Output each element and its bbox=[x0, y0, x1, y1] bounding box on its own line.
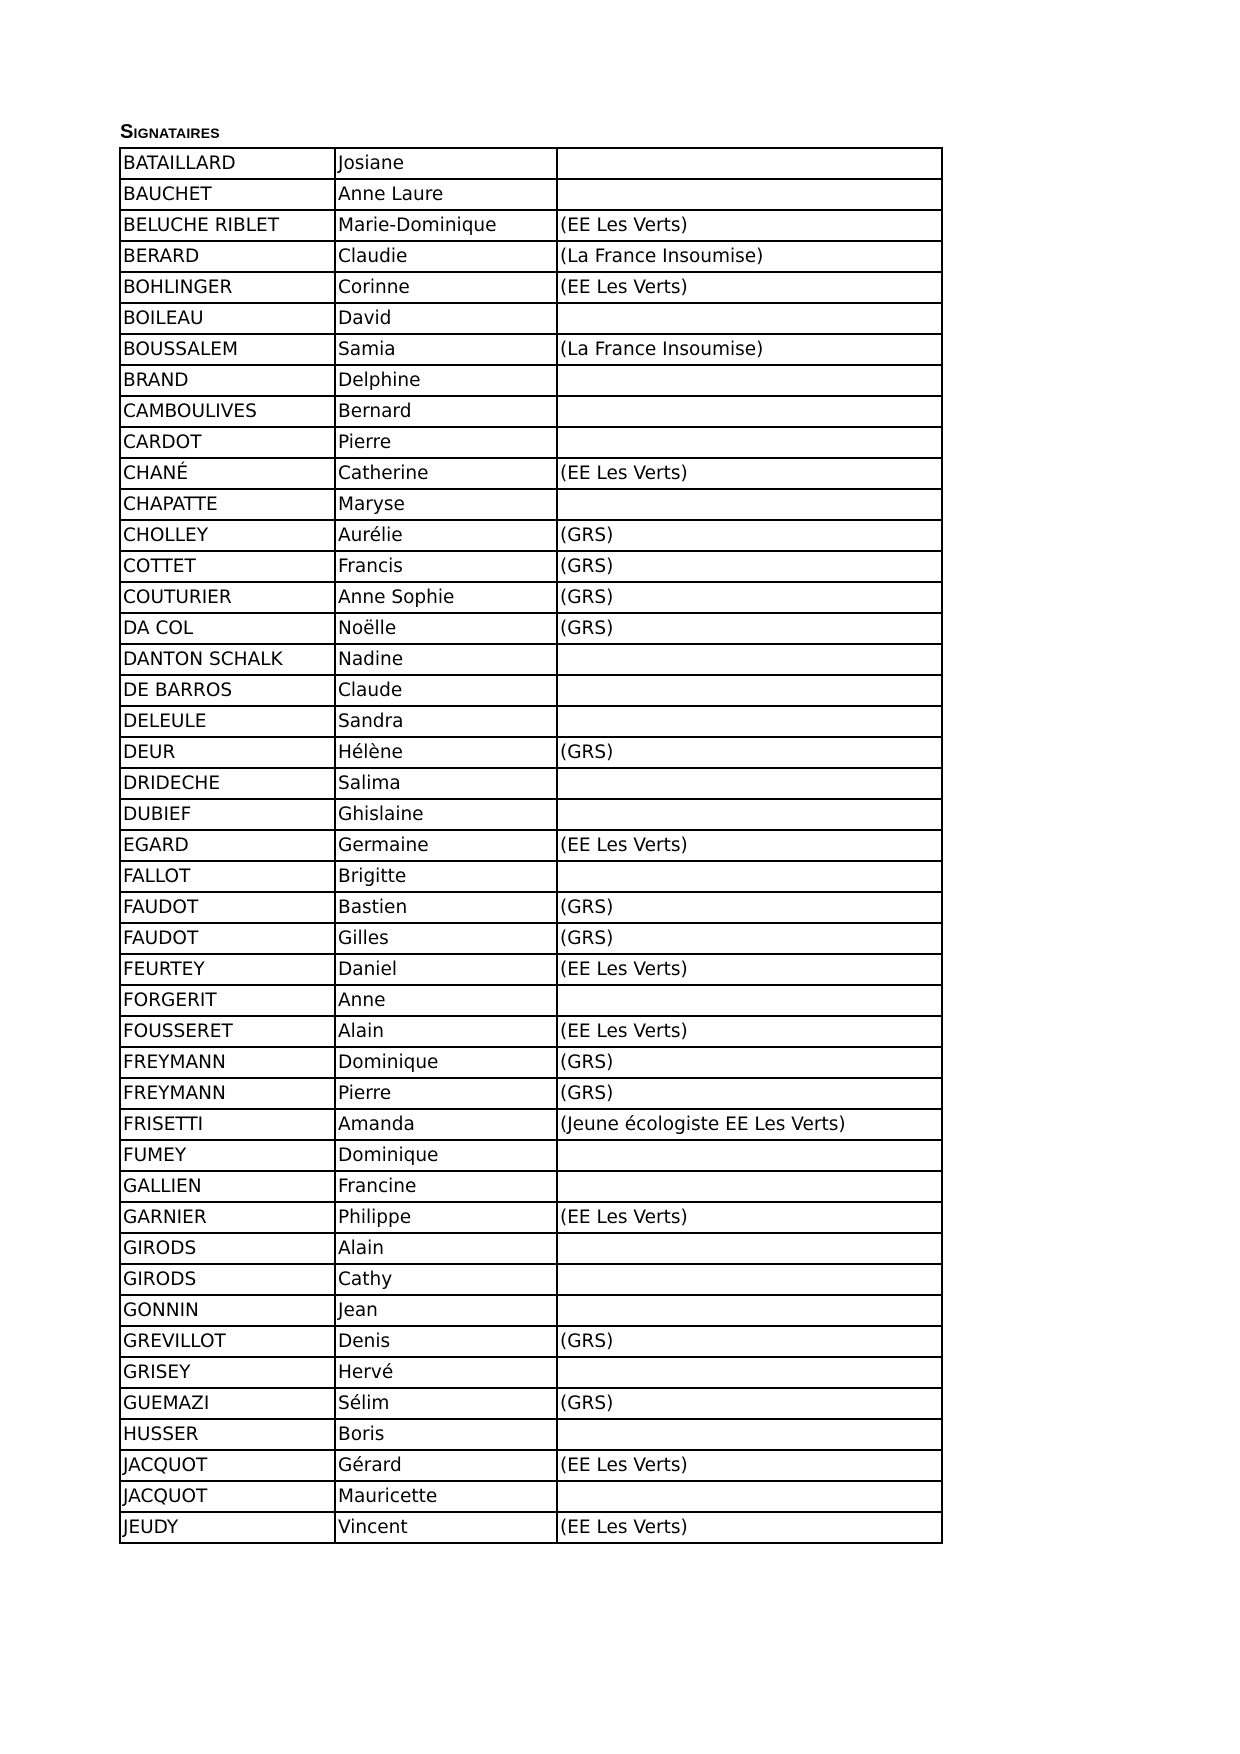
table-row bbox=[120, 1512, 942, 1543]
affiliation-cell bbox=[557, 489, 942, 520]
last-name-cell: BOHLINGER bbox=[120, 272, 335, 303]
last-name-cell: JEUDY bbox=[120, 1512, 335, 1543]
affiliation-cell bbox=[557, 1264, 942, 1295]
last-name-cell: FAUDOT bbox=[120, 923, 335, 954]
affiliation-cell: (GRS) bbox=[557, 737, 942, 768]
affiliation-cell: (GRS) bbox=[557, 1388, 942, 1419]
table-row bbox=[120, 799, 942, 830]
table-row bbox=[120, 365, 942, 396]
first-name-cell: David bbox=[335, 303, 557, 334]
table-row bbox=[120, 1140, 942, 1171]
last-name-cell: FRISETTI bbox=[120, 1109, 335, 1140]
table-row bbox=[120, 179, 942, 210]
affiliation-cell: (EE Les Verts) bbox=[557, 1512, 942, 1543]
table-row bbox=[120, 675, 942, 706]
first-name-cell: Brigitte bbox=[335, 861, 557, 892]
last-name-cell: JACQUOT bbox=[120, 1450, 335, 1481]
table-row bbox=[120, 551, 942, 582]
first-name-cell: Boris bbox=[335, 1419, 557, 1450]
table-row bbox=[120, 892, 942, 923]
affiliation-cell: (EE Les Verts) bbox=[557, 954, 942, 985]
last-name-cell: DEUR bbox=[120, 737, 335, 768]
affiliation-cell bbox=[557, 1171, 942, 1202]
affiliation-cell: (GRS) bbox=[557, 1326, 942, 1357]
first-name-cell: Samia bbox=[335, 334, 557, 365]
last-name-cell: JACQUOT bbox=[120, 1481, 335, 1512]
table-row bbox=[120, 148, 942, 179]
first-name-cell: Marie-Dominique bbox=[335, 210, 557, 241]
table-row bbox=[120, 1078, 942, 1109]
affiliation-cell bbox=[557, 1233, 942, 1264]
table-row bbox=[120, 489, 942, 520]
affiliation-cell bbox=[557, 1295, 942, 1326]
first-name-cell: Josiane bbox=[335, 148, 557, 179]
first-name-cell: Delphine bbox=[335, 365, 557, 396]
last-name-cell: COUTURIER bbox=[120, 582, 335, 613]
table-row bbox=[120, 985, 942, 1016]
last-name-cell: EGARD bbox=[120, 830, 335, 861]
affiliation-cell: (EE Les Verts) bbox=[557, 1450, 942, 1481]
last-name-cell: FREYMANN bbox=[120, 1078, 335, 1109]
affiliation-cell bbox=[557, 675, 942, 706]
affiliation-cell bbox=[557, 148, 942, 179]
last-name-cell: DELEULE bbox=[120, 706, 335, 737]
first-name-cell: Claudie bbox=[335, 241, 557, 272]
last-name-cell: BATAILLARD bbox=[120, 148, 335, 179]
affiliation-cell bbox=[557, 365, 942, 396]
first-name-cell: Germaine bbox=[335, 830, 557, 861]
affiliation-cell bbox=[557, 706, 942, 737]
last-name-cell: FAUDOT bbox=[120, 892, 335, 923]
table-row bbox=[120, 644, 942, 675]
first-name-cell: Claude bbox=[335, 675, 557, 706]
last-name-cell: BAUCHET bbox=[120, 179, 335, 210]
last-name-cell: GIRODS bbox=[120, 1264, 335, 1295]
last-name-cell: CHAPATTE bbox=[120, 489, 335, 520]
last-name-cell: FEURTEY bbox=[120, 954, 335, 985]
last-name-cell: GRISEY bbox=[120, 1357, 335, 1388]
affiliation-cell: (La France Insoumise) bbox=[557, 334, 942, 365]
table-row bbox=[120, 861, 942, 892]
affiliation-cell bbox=[557, 1140, 942, 1171]
affiliation-cell bbox=[557, 1357, 942, 1388]
table-row bbox=[120, 1326, 942, 1357]
table-row bbox=[120, 923, 942, 954]
first-name-cell: Hélène bbox=[335, 737, 557, 768]
first-name-cell: Philippe bbox=[335, 1202, 557, 1233]
first-name-cell: Denis bbox=[335, 1326, 557, 1357]
first-name-cell: Sandra bbox=[335, 706, 557, 737]
table-row bbox=[120, 1450, 942, 1481]
last-name-cell: GUEMAZI bbox=[120, 1388, 335, 1419]
first-name-cell: Salima bbox=[335, 768, 557, 799]
last-name-cell: COTTET bbox=[120, 551, 335, 582]
affiliation-cell: (La France Insoumise) bbox=[557, 241, 942, 272]
last-name-cell: DUBIEF bbox=[120, 799, 335, 830]
first-name-cell: Alain bbox=[335, 1233, 557, 1264]
signatories-table-body bbox=[120, 148, 942, 1543]
first-name-cell: Dominique bbox=[335, 1140, 557, 1171]
affiliation-cell: (GRS) bbox=[557, 1078, 942, 1109]
first-name-cell: Corinne bbox=[335, 272, 557, 303]
affiliation-cell: (Jeune écologiste EE Les Verts) bbox=[557, 1109, 942, 1140]
last-name-cell: FALLOT bbox=[120, 861, 335, 892]
first-name-cell: Aurélie bbox=[335, 520, 557, 551]
table-row bbox=[120, 427, 942, 458]
first-name-cell: Hervé bbox=[335, 1357, 557, 1388]
table-row bbox=[120, 396, 942, 427]
signatories-table bbox=[119, 147, 943, 1544]
table-row bbox=[120, 1109, 942, 1140]
last-name-cell: BRAND bbox=[120, 365, 335, 396]
first-name-cell: Daniel bbox=[335, 954, 557, 985]
affiliation-cell bbox=[557, 396, 942, 427]
last-name-cell: BOUSSALEM bbox=[120, 334, 335, 365]
last-name-cell: GALLIEN bbox=[120, 1171, 335, 1202]
table-row bbox=[120, 1264, 942, 1295]
affiliation-cell bbox=[557, 861, 942, 892]
table-row bbox=[120, 1016, 942, 1047]
page-title: Signataires bbox=[120, 121, 220, 143]
table-row bbox=[120, 303, 942, 334]
last-name-cell: DA COL bbox=[120, 613, 335, 644]
affiliation-cell bbox=[557, 985, 942, 1016]
first-name-cell: Pierre bbox=[335, 1078, 557, 1109]
affiliation-cell bbox=[557, 179, 942, 210]
last-name-cell: BELUCHE RIBLET bbox=[120, 210, 335, 241]
first-name-cell: Sélim bbox=[335, 1388, 557, 1419]
first-name-cell: Alain bbox=[335, 1016, 557, 1047]
table-row bbox=[120, 737, 942, 768]
last-name-cell: BOILEAU bbox=[120, 303, 335, 334]
first-name-cell: Francine bbox=[335, 1171, 557, 1202]
last-name-cell: CHOLLEY bbox=[120, 520, 335, 551]
table-row bbox=[120, 272, 942, 303]
first-name-cell: Vincent bbox=[335, 1512, 557, 1543]
table-row bbox=[120, 1388, 942, 1419]
last-name-cell: GONNIN bbox=[120, 1295, 335, 1326]
affiliation-cell bbox=[557, 644, 942, 675]
affiliation-cell: (GRS) bbox=[557, 582, 942, 613]
first-name-cell: Cathy bbox=[335, 1264, 557, 1295]
first-name-cell: Bernard bbox=[335, 396, 557, 427]
table-row bbox=[120, 210, 942, 241]
table-row bbox=[120, 582, 942, 613]
last-name-cell: GREVILLOT bbox=[120, 1326, 335, 1357]
affiliation-cell: (EE Les Verts) bbox=[557, 210, 942, 241]
last-name-cell: DANTON SCHALK bbox=[120, 644, 335, 675]
table-row bbox=[120, 334, 942, 365]
affiliation-cell bbox=[557, 1419, 942, 1450]
first-name-cell: Gérard bbox=[335, 1450, 557, 1481]
first-name-cell: Anne Sophie bbox=[335, 582, 557, 613]
table-row bbox=[120, 1295, 942, 1326]
first-name-cell: Jean bbox=[335, 1295, 557, 1326]
last-name-cell: CARDOT bbox=[120, 427, 335, 458]
table-row bbox=[120, 1047, 942, 1078]
last-name-cell: DE BARROS bbox=[120, 675, 335, 706]
affiliation-cell: (EE Les Verts) bbox=[557, 458, 942, 489]
table-row bbox=[120, 241, 942, 272]
last-name-cell: BERARD bbox=[120, 241, 335, 272]
affiliation-cell: (GRS) bbox=[557, 892, 942, 923]
first-name-cell: Catherine bbox=[335, 458, 557, 489]
table-row bbox=[120, 1419, 942, 1450]
first-name-cell: Dominique bbox=[335, 1047, 557, 1078]
first-name-cell: Amanda bbox=[335, 1109, 557, 1140]
table-row bbox=[120, 1202, 942, 1233]
table-row bbox=[120, 1357, 942, 1388]
table-row bbox=[120, 830, 942, 861]
affiliation-cell bbox=[557, 303, 942, 334]
affiliation-cell bbox=[557, 768, 942, 799]
table-row bbox=[120, 613, 942, 644]
last-name-cell: CHANÉ bbox=[120, 458, 335, 489]
last-name-cell: FORGERIT bbox=[120, 985, 335, 1016]
affiliation-cell: (GRS) bbox=[557, 551, 942, 582]
last-name-cell: FOUSSERET bbox=[120, 1016, 335, 1047]
first-name-cell: Noëlle bbox=[335, 613, 557, 644]
affiliation-cell: (EE Les Verts) bbox=[557, 830, 942, 861]
last-name-cell: CAMBOULIVES bbox=[120, 396, 335, 427]
affiliation-cell bbox=[557, 799, 942, 830]
table-row bbox=[120, 1233, 942, 1264]
last-name-cell: FUMEY bbox=[120, 1140, 335, 1171]
last-name-cell: FREYMANN bbox=[120, 1047, 335, 1078]
last-name-cell: HUSSER bbox=[120, 1419, 335, 1450]
first-name-cell: Bastien bbox=[335, 892, 557, 923]
last-name-cell: GARNIER bbox=[120, 1202, 335, 1233]
table-row bbox=[120, 1171, 942, 1202]
first-name-cell: Gilles bbox=[335, 923, 557, 954]
affiliation-cell: (EE Les Verts) bbox=[557, 272, 942, 303]
affiliation-cell bbox=[557, 427, 942, 458]
affiliation-cell: (EE Les Verts) bbox=[557, 1016, 942, 1047]
last-name-cell: DRIDECHE bbox=[120, 768, 335, 799]
affiliation-cell bbox=[557, 1481, 942, 1512]
affiliation-cell: (GRS) bbox=[557, 923, 942, 954]
affiliation-cell: (GRS) bbox=[557, 613, 942, 644]
table-row bbox=[120, 1481, 942, 1512]
table-row bbox=[120, 520, 942, 551]
affiliation-cell: (GRS) bbox=[557, 1047, 942, 1078]
first-name-cell: Ghislaine bbox=[335, 799, 557, 830]
first-name-cell: Maryse bbox=[335, 489, 557, 520]
first-name-cell: Nadine bbox=[335, 644, 557, 675]
first-name-cell: Anne Laure bbox=[335, 179, 557, 210]
table-row bbox=[120, 768, 942, 799]
table-row bbox=[120, 954, 942, 985]
last-name-cell: GIRODS bbox=[120, 1233, 335, 1264]
affiliation-cell: (GRS) bbox=[557, 520, 942, 551]
first-name-cell: Francis bbox=[335, 551, 557, 582]
table-row bbox=[120, 706, 942, 737]
first-name-cell: Mauricette bbox=[335, 1481, 557, 1512]
table-row bbox=[120, 458, 942, 489]
first-name-cell: Pierre bbox=[335, 427, 557, 458]
affiliation-cell: (EE Les Verts) bbox=[557, 1202, 942, 1233]
first-name-cell: Anne bbox=[335, 985, 557, 1016]
